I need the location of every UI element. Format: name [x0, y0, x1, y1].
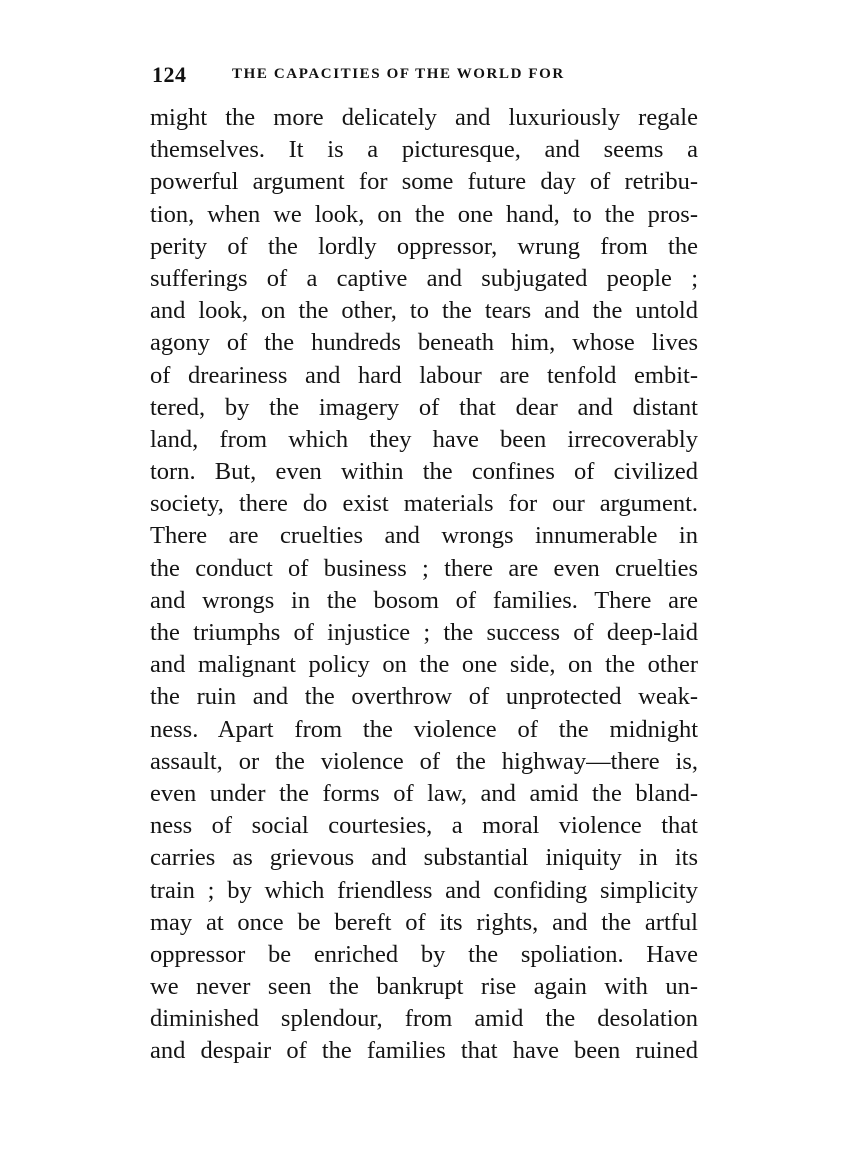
text-line: train ; by which friendless and confiding simplicity — [150, 876, 698, 904]
running-head — [152, 62, 697, 88]
text-line: and wrongs in the bosom of families. There are — [150, 586, 698, 614]
text-line: might the more delicately and luxuriously regale — [150, 104, 698, 131]
text-line: of dreariness and hard labour are tenfold embit- — [150, 361, 698, 389]
page-number: 124 — [152, 62, 187, 87]
text-line: we never seen the bankrupt rise again with un- — [150, 973, 698, 1001]
text-line: assault, or the violence of the highway—there is, — [150, 747, 698, 775]
text-line: and malignant policy on the one side, on the other — [150, 651, 698, 679]
text-line: perity of the lordly oppressor, wrung from the — [150, 232, 698, 260]
text-line: and despair of the families that have been ruined — [150, 1037, 698, 1065]
text-line: powerful argument for some future day of retribu- — [150, 168, 698, 196]
text-line: tion, when we look, on the one hand, to the pros- — [150, 200, 698, 228]
text-line: tered, by the imagery of that dear and distant — [150, 393, 698, 421]
text-line: diminished splendour, from amid the desolation — [150, 1005, 698, 1033]
text-line: may at once be bereft of its rights, and the artful — [150, 908, 698, 936]
text-line: There are cruelties and wrongs innumerable in — [150, 522, 698, 550]
text-line: oppressor be enriched by the spoliation. Have — [150, 940, 698, 968]
text-line: torn. But, even within the confines of civilized — [150, 458, 698, 486]
text-line: sufferings of a captive and subjugated people ; — [150, 264, 698, 292]
text-line: and look, on the other, to the tears and the untold — [150, 297, 698, 325]
text-line: even under the forms of law, and amid the bland- — [150, 779, 698, 807]
running-head-title: THE CAPACITIES OF THE WORLD FOR — [232, 66, 565, 82]
text-line: the conduct of business ; there are even cruelties — [150, 554, 698, 582]
body-text — [150, 102, 698, 1068]
text-line: society, there do exist materials for our argument. — [150, 490, 698, 518]
text-line: ness of social courtesies, a moral violence that — [150, 812, 698, 840]
text-line: carries as grievous and substantial iniquity in its — [150, 844, 698, 872]
text-line: ness. Apart from the violence of the midnight — [150, 715, 698, 743]
text-line: themselves. It is a picturesque, and seems a — [150, 136, 698, 164]
text-line: land, from which they have been irrecoverably — [150, 425, 698, 453]
text-line: the ruin and the overthrow of unprotected weak- — [150, 683, 698, 711]
text-line: agony of the hundreds beneath him, whose lives — [150, 329, 698, 357]
text-line: the triumphs of injustice ; the success of deep-laid — [150, 619, 698, 646]
